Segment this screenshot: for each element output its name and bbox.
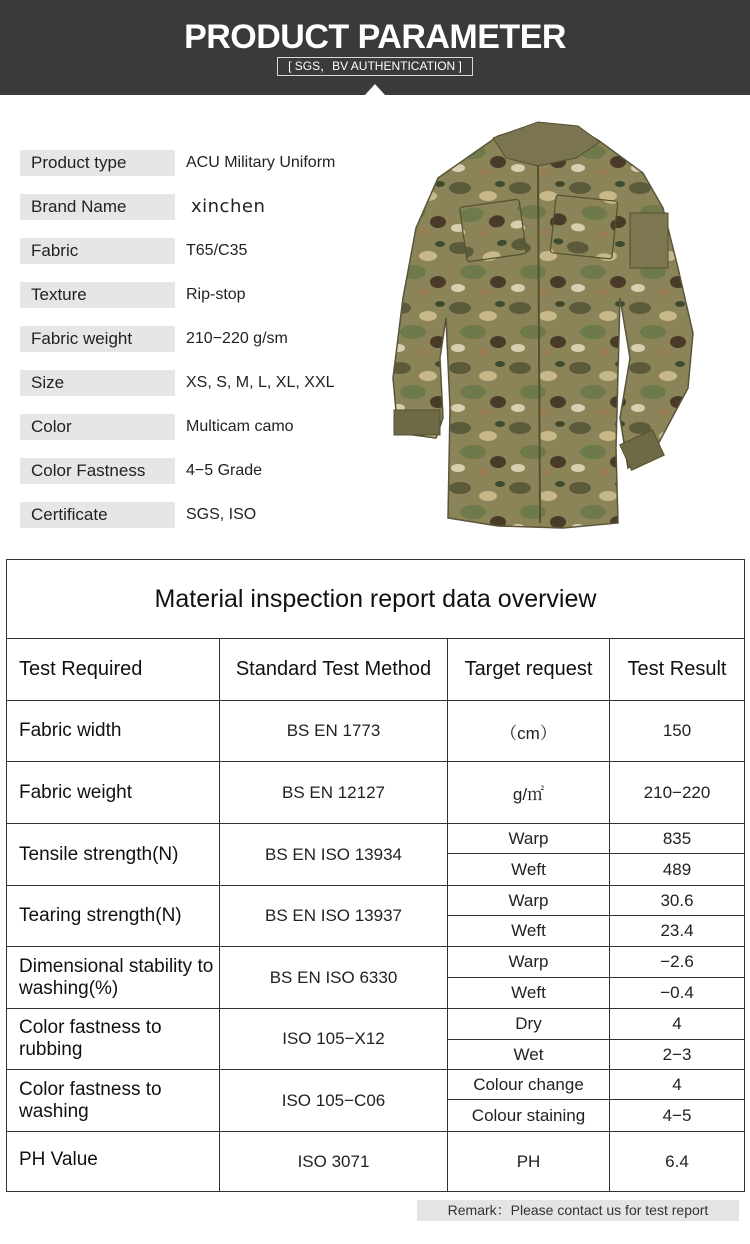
test-method: BS EN ISO 13934 — [264, 844, 403, 864]
test-result: 210−220 — [643, 782, 711, 802]
table-row-result — [610, 1009, 744, 1040]
test-name: PH Value — [19, 1149, 98, 1170]
table-row-method — [220, 1070, 448, 1132]
table-row-target — [448, 1100, 610, 1132]
param-value: T65/C35 — [186, 242, 248, 259]
target-request: Wet — [513, 1044, 544, 1064]
param-value: 210−220 g/sm — [186, 330, 288, 347]
table-row-result — [610, 854, 744, 886]
test-result: −2.6 — [660, 952, 694, 971]
param-value: Rip-stop — [186, 286, 246, 303]
test-result: 835 — [662, 828, 692, 848]
param-label: Fabric — [20, 238, 175, 264]
test-method: BS EN 1773 — [286, 721, 381, 740]
table-row-method — [220, 1009, 448, 1070]
param-row-brand-name — [20, 194, 380, 220]
param-row-size — [20, 370, 380, 396]
table-row-target — [448, 762, 610, 824]
table-row-result — [610, 1070, 744, 1100]
test-name: Fabric width — [19, 720, 122, 741]
column-header — [7, 639, 220, 701]
test-name: Dimensional stability to washing(%) — [19, 955, 214, 999]
target-request: Weft — [511, 983, 546, 1002]
table-row-target — [448, 886, 610, 916]
target-request: Colour change — [473, 1074, 584, 1094]
column-header — [220, 639, 448, 701]
column-header — [610, 639, 744, 701]
test-result: 4 — [672, 1014, 682, 1033]
param-label: Certificate — [20, 502, 175, 528]
param-row-product-type — [20, 150, 380, 176]
table-row-result — [610, 1132, 744, 1191]
table-row-name — [7, 947, 220, 1009]
param-value: xinchen — [191, 196, 266, 217]
table-row-target — [448, 824, 610, 854]
param-row-fabric — [20, 238, 380, 264]
column-header-text: Test Result — [627, 658, 727, 680]
test-method: BS EN ISO 6330 — [269, 967, 398, 987]
column-header — [448, 639, 610, 701]
param-value: ACU Military Uniform — [186, 154, 336, 171]
param-row-fabric-weight — [20, 326, 380, 352]
table-row-name — [7, 1009, 220, 1070]
table-row-target — [448, 1009, 610, 1040]
column-header-text: Test Required — [19, 658, 143, 680]
table-row-method — [220, 1132, 448, 1191]
table-row-result — [610, 1040, 744, 1070]
table-row-target — [448, 1040, 610, 1070]
header-banner — [0, 0, 750, 95]
test-name: Color fastness to washing — [19, 1078, 162, 1122]
param-row-color-fastness — [20, 458, 380, 484]
test-name: Color fastness to rubbing — [19, 1017, 162, 1060]
target-request: PH — [516, 1151, 541, 1171]
param-value: 4−5 Grade — [186, 462, 263, 479]
test-result: 489 — [662, 859, 692, 879]
table-row-target — [448, 701, 610, 762]
table-row-name — [7, 1070, 220, 1132]
param-label: Texture — [20, 282, 175, 308]
table-row-result — [610, 701, 744, 762]
column-header-text: Target request — [464, 658, 593, 680]
target-request: Weft — [511, 859, 546, 879]
target-request: （cm） — [500, 723, 557, 743]
page-title: PRODUCT PARAMETER — [184, 18, 566, 56]
table-row-result — [610, 978, 744, 1009]
test-result: 6.4 — [665, 1151, 689, 1171]
param-value: XS, S, M, L, XL, XXL — [186, 374, 335, 391]
report-title: Material inspection report data overview — [7, 560, 744, 639]
test-result: 23.4 — [660, 921, 694, 940]
table-row-target — [448, 947, 610, 978]
test-result: −0.4 — [660, 983, 694, 1002]
param-label: Color Fastness — [20, 458, 175, 484]
table-row-result — [610, 1100, 744, 1132]
param-value: SGS, ISO — [186, 506, 257, 523]
test-method: ISO 105−X12 — [282, 1029, 385, 1048]
authentication-badge: [ SGS，BV AUTHENTICATION ] — [277, 57, 473, 76]
target-request: g/㎡ — [512, 785, 545, 804]
param-row-color — [20, 414, 380, 440]
table-row-name — [7, 701, 220, 762]
test-name: Tensile strength(N) — [19, 843, 179, 865]
param-row-certificate — [20, 502, 380, 528]
table-row-result — [610, 886, 744, 916]
table-row-target — [448, 1070, 610, 1100]
table-row-result — [610, 947, 744, 978]
table-row-method — [220, 947, 448, 1009]
param-label: Product type — [20, 150, 175, 176]
target-request: Weft — [511, 921, 546, 940]
target-request: Warp — [508, 890, 549, 910]
table-row-name — [7, 886, 220, 947]
table-row-method — [220, 762, 448, 824]
param-row-texture — [20, 282, 380, 308]
param-label: Fabric weight — [20, 326, 175, 352]
table-row-name — [7, 824, 220, 886]
table-row-method — [220, 886, 448, 947]
test-name: Fabric weight — [19, 781, 132, 803]
test-name: Tearing strength(N) — [19, 905, 182, 926]
param-label: Size — [20, 370, 175, 396]
table-row-target — [448, 916, 610, 947]
test-result: 4−5 — [662, 1105, 692, 1125]
camo-jacket-image — [388, 118, 703, 533]
table-row-method — [220, 701, 448, 762]
param-label: Color — [20, 414, 175, 440]
test-result: 2−3 — [662, 1044, 692, 1064]
target-request: Warp — [508, 952, 549, 971]
target-request: Colour staining — [471, 1105, 586, 1125]
column-header-text: Standard Test Method — [235, 658, 432, 680]
test-result: 4 — [672, 1074, 682, 1094]
table-row-target — [448, 1132, 610, 1191]
inspection-report-table — [6, 559, 745, 1192]
table-row-result — [610, 824, 744, 854]
table-row-target — [448, 854, 610, 886]
table-row-name — [7, 1132, 220, 1191]
test-method: BS EN ISO 13937 — [264, 906, 403, 925]
table-row-name — [7, 762, 220, 824]
target-request: Warp — [508, 828, 549, 848]
table-row-target — [448, 978, 610, 1009]
banner-notch — [365, 84, 385, 95]
test-method: ISO 105−C06 — [281, 1090, 386, 1110]
test-result: 30.6 — [660, 890, 694, 910]
remark-note: Remark：Please contact us for test report — [417, 1200, 739, 1221]
target-request: Dry — [515, 1014, 542, 1033]
param-value: Multicam camo — [186, 418, 294, 435]
table-row-result — [610, 762, 744, 824]
param-label: Brand Name — [20, 194, 175, 220]
table-row-method — [220, 824, 448, 886]
table-row-result — [610, 916, 744, 947]
test-method: BS EN 12127 — [281, 782, 385, 802]
test-result: 150 — [662, 721, 692, 740]
test-method: ISO 3071 — [297, 1151, 370, 1171]
